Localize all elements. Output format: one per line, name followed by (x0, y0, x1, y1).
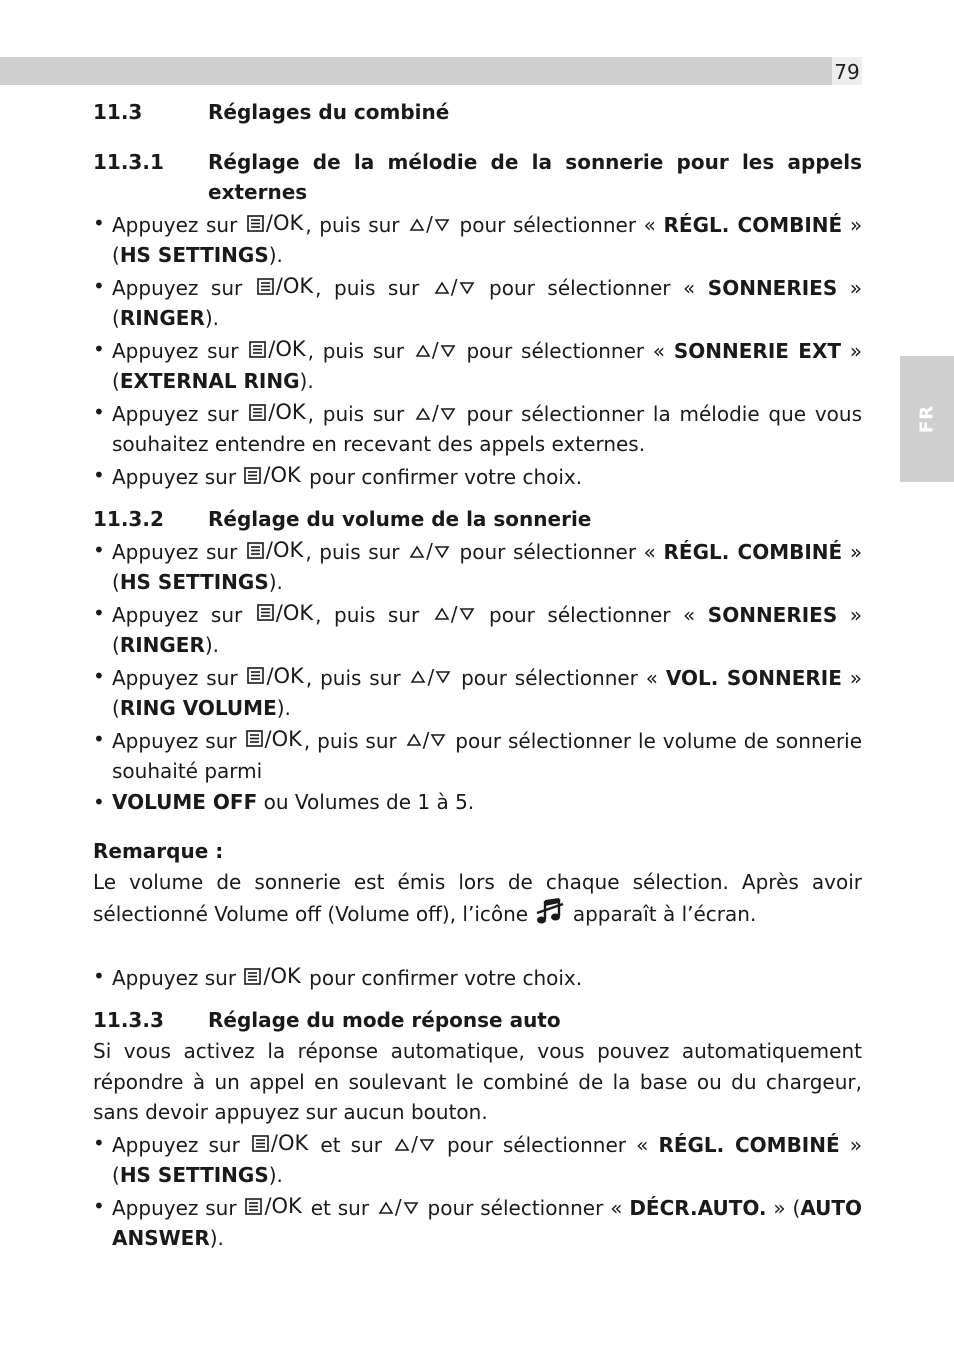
list-item: • Appuyez sur /OK , puis sur / pour sélectionner « SONNERIES » (RINGER). (93, 271, 862, 334)
language-tab-label: FR (916, 404, 938, 434)
up-down-arrow-icon: / (394, 1129, 435, 1160)
section-heading-11-3-2: 11.3.2 Réglage du volume de la sonnerie (93, 507, 592, 532)
list-item: • Appuyez sur /OK , puis sur / pour sélectionner « SONNERIES » (RINGER). (93, 598, 862, 661)
list-item: • Appuyez sur /OK , puis sur / pour sélectionner « SONNERIE EXT » (EXTERNAL RING). (93, 334, 862, 397)
menu-ok-key-icon: /OK (245, 1191, 301, 1222)
up-down-arrow-icon: / (434, 599, 475, 630)
section-intro: Si vous activez la réponse automatique, vous pouvez automatiquement répondre à un appel en soulevant le combiné de la base ou du chargeur, sans devoir appuyez sur aucun bouton. (93, 1039, 862, 1125)
menu-ok-key-icon: /OK (247, 535, 303, 566)
up-down-arrow-icon: / (378, 1192, 419, 1223)
list-item: • Appuyez sur /OK , puis sur / pour sélectionner le volume de sonnerie souhaité parmi (93, 724, 862, 787)
up-down-arrow-icon: / (409, 209, 450, 240)
list-item: • Appuyez sur /OK , puis sur / pour sélectionner « VOL. SONNERIE » (RING VOLUME). (93, 661, 862, 724)
list-item: • Appuyez sur /OK et sur / pour sélectionner « DÉCR.AUTO. » (AUTO ANSWER). (93, 1191, 862, 1254)
up-down-arrow-icon: / (410, 662, 451, 693)
up-down-arrow-icon: / (406, 725, 447, 756)
ringer-off-icon (534, 897, 566, 927)
up-down-arrow-icon: / (415, 335, 456, 366)
menu-ok-key-icon: /OK (257, 271, 313, 302)
menu-ok-key-icon: /OK (247, 208, 303, 239)
list-item: • Appuyez sur /OK et sur / pour sélectionner « RÉGL. COMBINÉ » (HS SETTINGS). (93, 1128, 862, 1191)
menu-ok-key-icon: /OK (244, 460, 300, 491)
up-down-arrow-icon: / (434, 272, 475, 303)
page-number: 79 (832, 57, 862, 85)
up-down-arrow-icon: / (415, 398, 456, 429)
menu-ok-key-icon: /OK (249, 334, 305, 365)
language-tab (900, 356, 954, 482)
up-down-arrow-icon: / (409, 536, 450, 567)
header-bar (0, 57, 862, 85)
list-item: • Appuyez sur /OK , puis sur / pour sélectionner la mélodie que vous souhaitez entendre en recevant des appels externes. (93, 397, 862, 460)
menu-ok-key-icon: /OK (246, 724, 302, 755)
section-heading-11-3-1: 11.3.1 Réglage de la mélodie de la sonnerie pour les appels externes (93, 149, 862, 205)
note-text: Le volume de sonnerie est émis lors de chaque sélection. Après avoir sélectionné Volume off (Volume off), l’icône apparaît à l’écran. (93, 869, 862, 927)
note-title: Remarque : (93, 839, 224, 864)
menu-ok-key-icon: /OK (252, 1128, 308, 1159)
menu-ok-key-icon: /OK (244, 961, 300, 992)
list-item: • Appuyez sur /OK pour confirmer votre choix. (93, 460, 862, 492)
menu-ok-key-icon: /OK (257, 598, 313, 629)
list-item: • Appuyez sur /OK , puis sur / pour sélectionner « RÉGL. COMBINÉ » (HS SETTINGS). (93, 535, 862, 598)
menu-ok-key-icon: /OK (249, 397, 305, 428)
list-item: • VOLUME OFF ou Volumes de 1 à 5. (93, 789, 475, 814)
section-heading-11-3: 11.3 Réglages du combiné (93, 100, 450, 124)
menu-ok-key-icon: /OK (247, 661, 303, 692)
list-item: • Appuyez sur /OK , puis sur / pour sélectionner « RÉGL. COMBINÉ » (HS SETTINGS). (93, 208, 862, 271)
document-body (93, 97, 862, 1254)
list-item: • Appuyez sur /OK pour confirmer votre choix. (93, 961, 862, 993)
section-heading-11-3-3: 11.3.3 Réglage du mode réponse auto (93, 1008, 561, 1033)
